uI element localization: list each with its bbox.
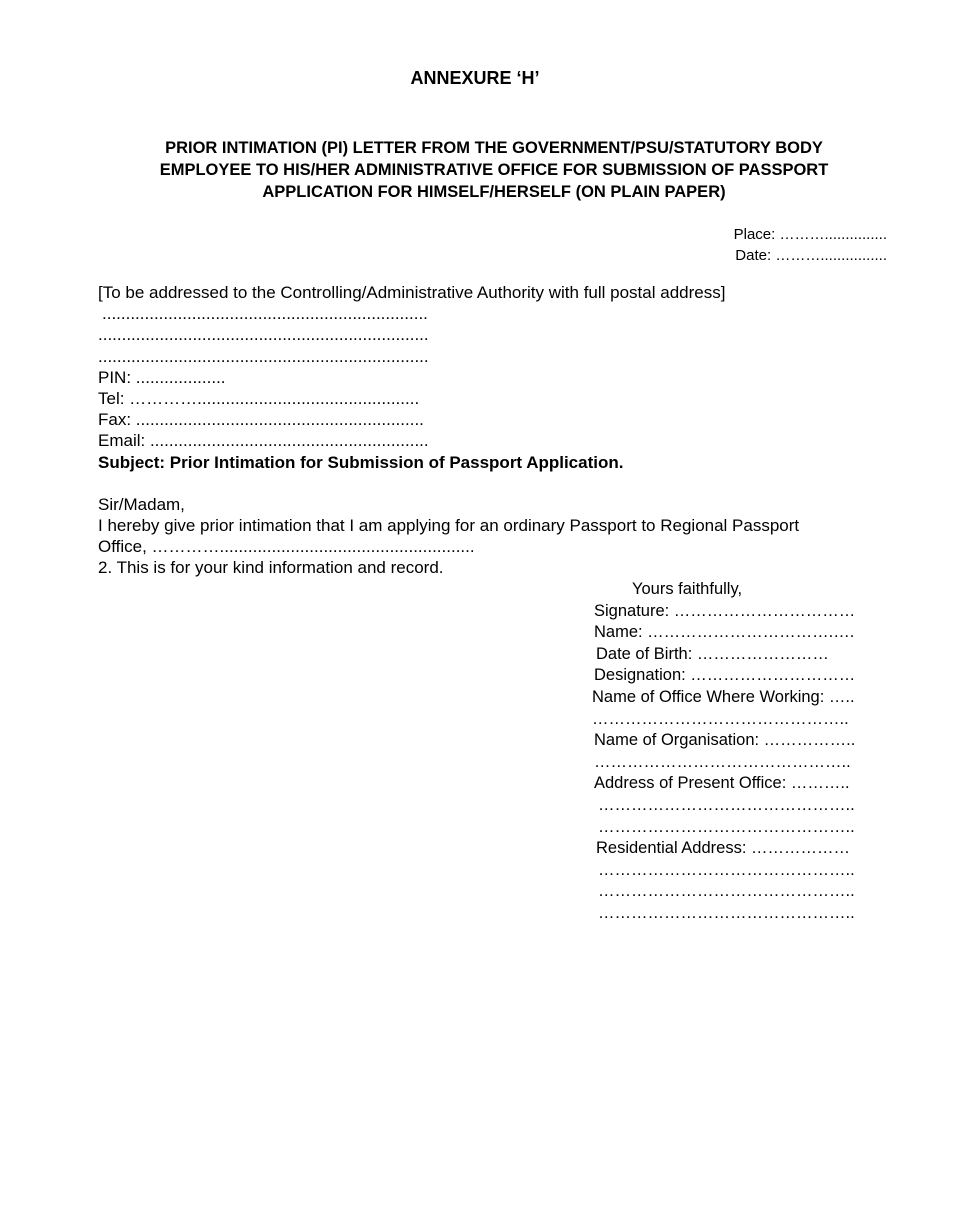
subject-line: Subject: Prior Intimation for Submission of Passport Application.	[98, 452, 624, 472]
pin-field: PIN: ...................	[98, 367, 226, 387]
name-field: Name: …………………………….….	[594, 623, 855, 642]
present-office-field: Address of Present Office: ………..	[594, 774, 850, 793]
address-and-body	[98, 282, 799, 579]
signature-field: Signature: ……………………………	[594, 601, 856, 620]
place-date-block	[734, 224, 887, 266]
organisation-field: Name of Organisation: ……………..	[594, 731, 856, 750]
annexure-heading: ANNEXURE ‘H’	[410, 68, 540, 88]
residential-continuation-1: ………………………………………..	[598, 860, 855, 879]
information-paragraph: 2. This is for your kind information and record.	[98, 558, 444, 578]
present-office-continuation-2: ………………………………………..	[598, 817, 855, 836]
title-line: PRIOR INTIMATION (PI) LETTER FROM THE GOVERNMENT/PSU/STATUTORY BODY	[165, 139, 823, 157]
residential-continuation-3: ………………………………………..	[598, 903, 855, 922]
office-working-field: Name of Office Where Working: …..	[592, 687, 855, 706]
signature-block	[592, 579, 892, 925]
spacer	[98, 473, 799, 494]
title-line: APPLICATION FOR HIMSELF/HERSELF (ON PLAIN PAPER)	[262, 183, 726, 201]
fax-field: Fax: .............................................................	[98, 410, 424, 430]
dob-field: Date of Birth: ……………………	[596, 644, 829, 663]
tel-field: Tel: …………...............................................	[98, 388, 420, 408]
designation-field: Designation: …………………………	[594, 666, 856, 685]
organisation-continuation: ………………………………………..	[594, 752, 851, 771]
document-title	[100, 137, 888, 203]
intimation-paragraph-line-2: Office, …………......................................................	[98, 537, 475, 557]
email-field: Email: ...........................................................	[98, 431, 429, 451]
intimation-paragraph-line-1: I hereby give prior intimation that I am applying for an ordinary Passport to Regional Passport	[98, 516, 800, 536]
address-line-1: .....................................................................	[102, 304, 428, 324]
address-line-2: ......................................................................	[98, 325, 429, 345]
present-office-continuation-1: ………………………………………..	[598, 795, 855, 814]
address-instruction: [To be addressed to the Controlling/Administrative Authority with full postal address]	[98, 283, 726, 302]
date-field: Date: ………................	[735, 247, 887, 264]
address-line-3: ......................................................................	[98, 346, 429, 366]
closing: Yours faithfully,	[632, 580, 743, 598]
title-line: EMPLOYEE TO HIS/HER ADMINISTRATIVE OFFICE FOR SUBMISSION OF PASSPORT	[159, 161, 829, 179]
place-field: Place: ………...............	[733, 226, 887, 243]
residential-continuation-2: ………………………………………..	[598, 882, 855, 901]
residential-address-field: Residential Address: ………………	[596, 839, 851, 858]
salutation: Sir/Madam,	[98, 494, 185, 514]
office-working-continuation: ………………………………………..	[592, 709, 849, 728]
